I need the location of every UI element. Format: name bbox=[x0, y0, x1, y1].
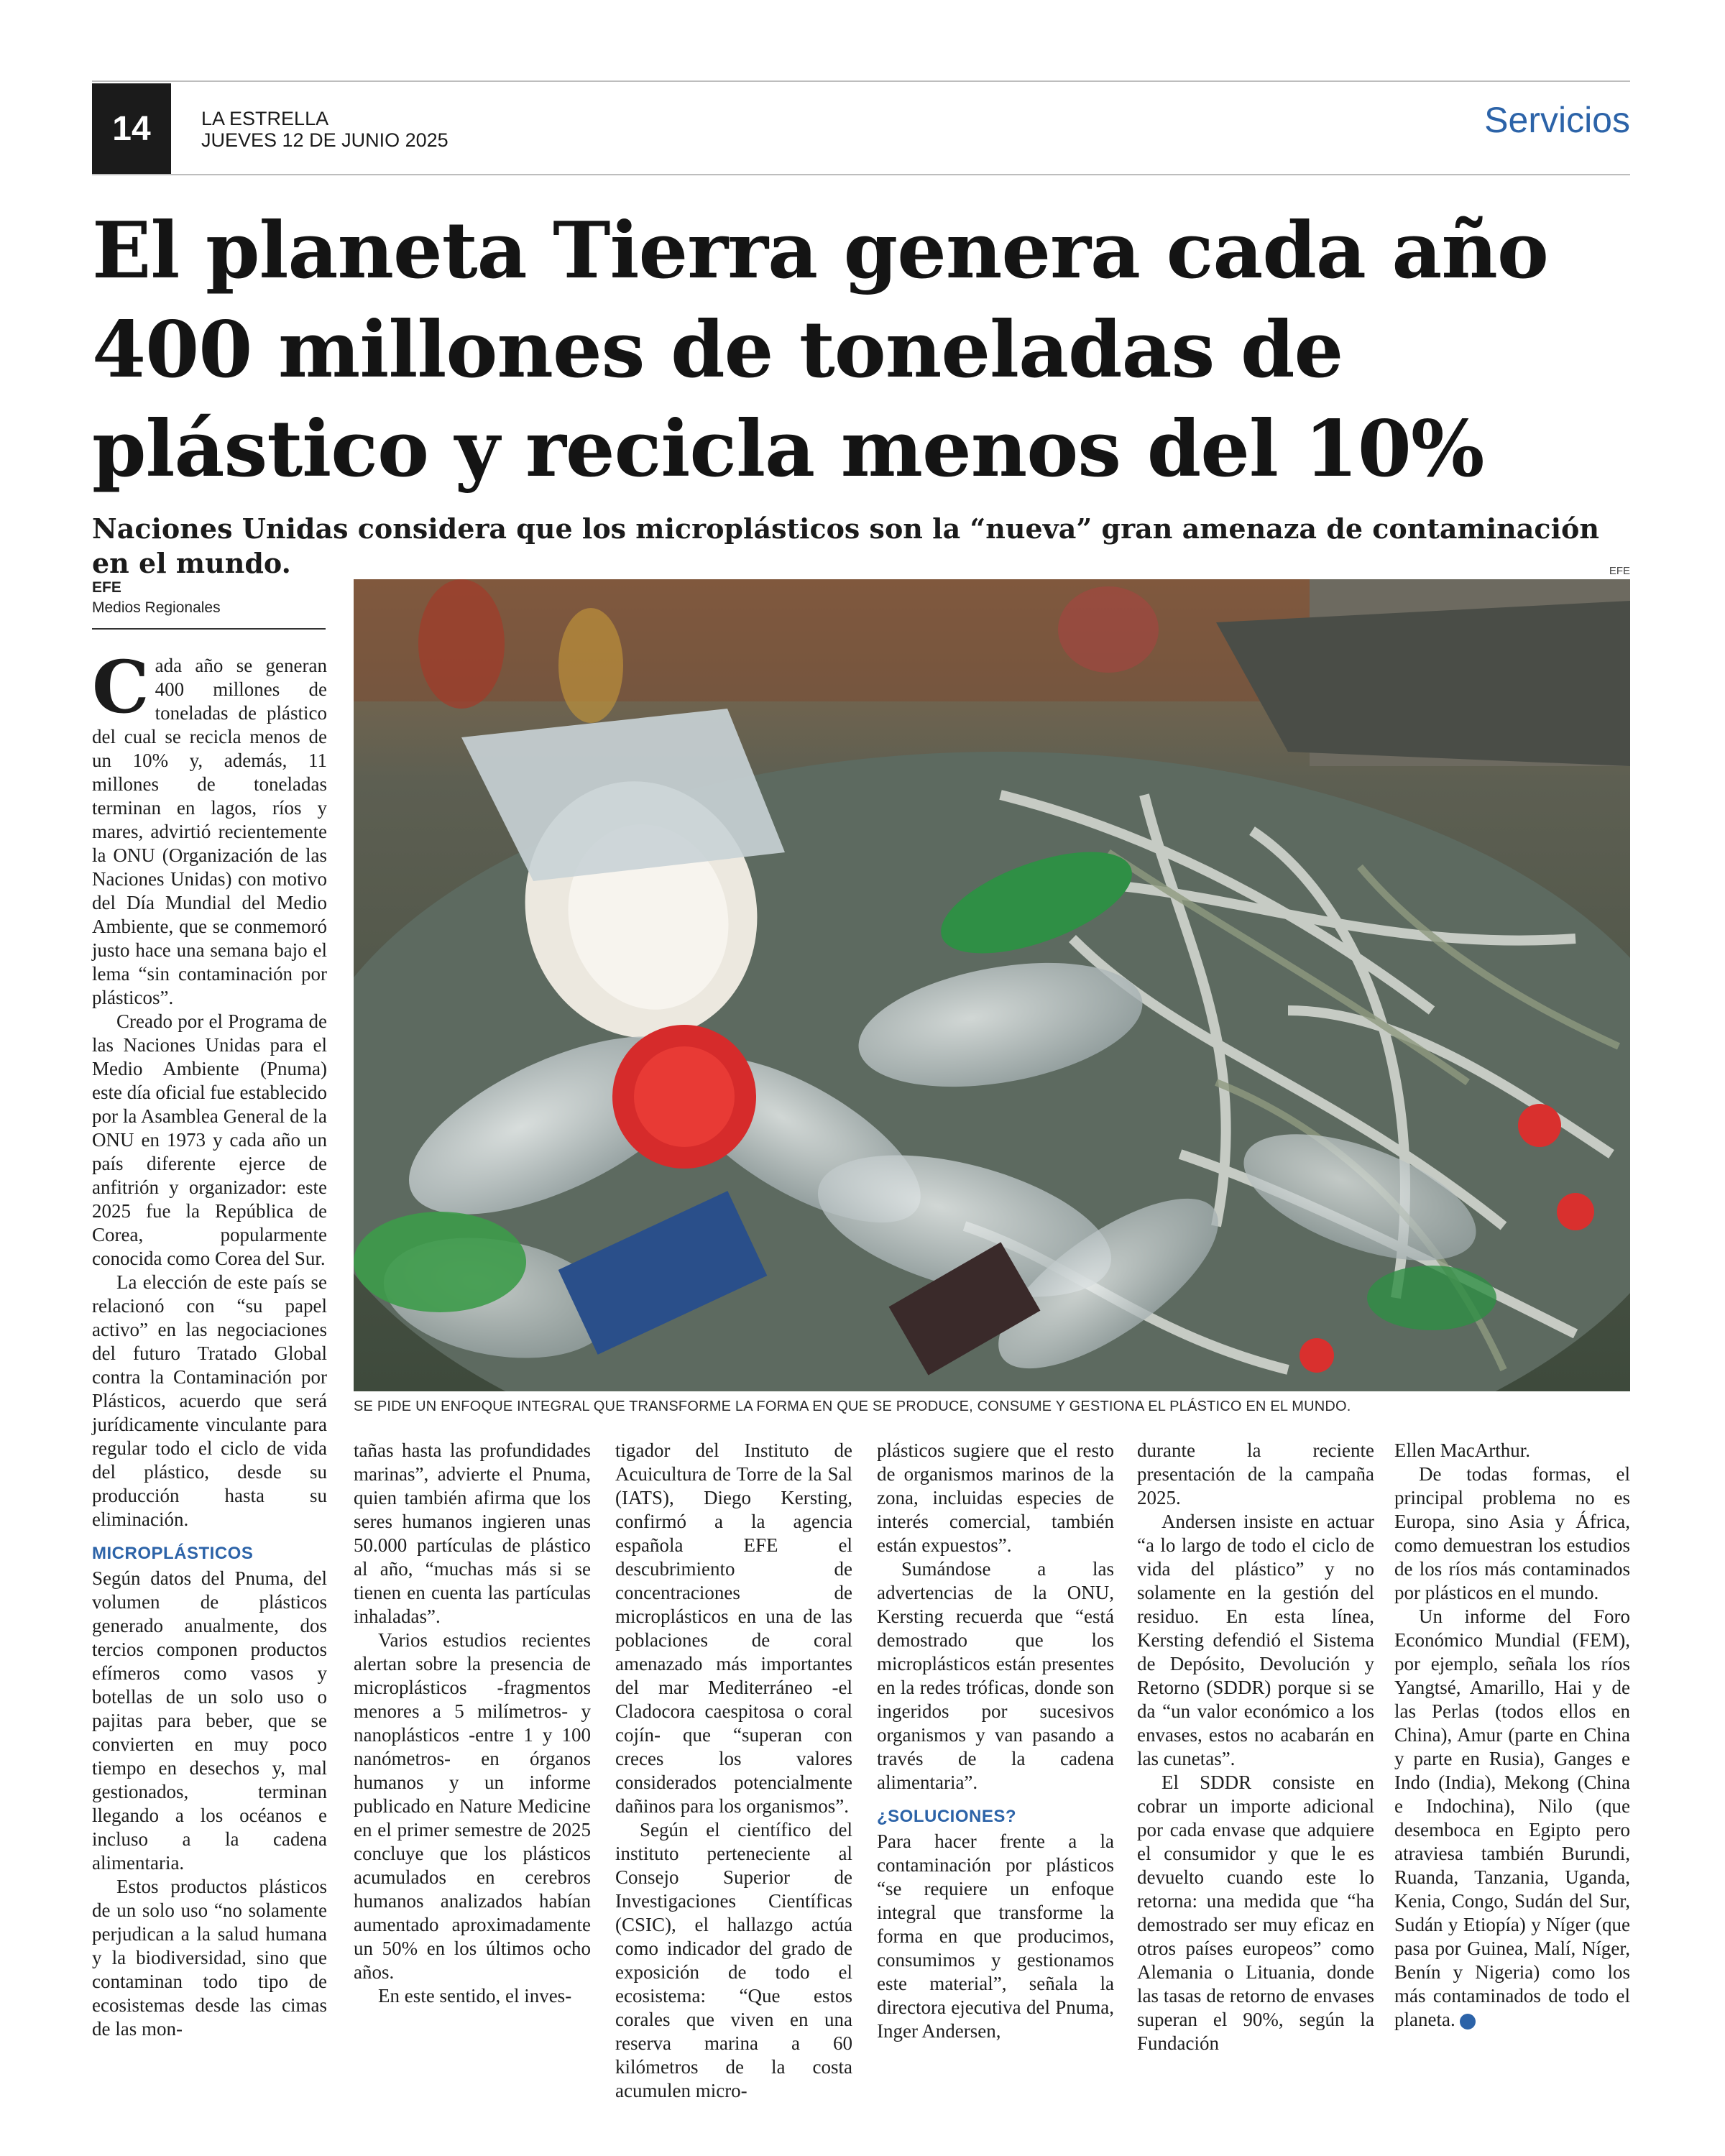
paragraph: En este sentido, el inves- bbox=[378, 1985, 572, 2007]
paragraph bbox=[1394, 1605, 1630, 2032]
column-4 bbox=[877, 1439, 1114, 2043]
paragraph: El SDDR consiste en cobrar un importe adicional por cada envase que adquiere el consumidor y que le es devuelto cuando este lo retorna: una medida que “ha demostrado ser muy eficaz en otros países europeos” como Alemania o Lituania, donde las tasas de retorno de envases superan el 90%, según la Fundación bbox=[1137, 1772, 1374, 2054]
byline-outlet: Medios Regionales bbox=[92, 599, 221, 616]
paragraph: durante la reciente presentación de la campaña 2025. bbox=[1137, 1439, 1374, 1508]
photo-illustration bbox=[354, 579, 1630, 1391]
masthead bbox=[201, 108, 448, 151]
newspaper-name: LA ESTRELLA bbox=[201, 108, 329, 129]
issue-date: JUEVES 12 DE JUNIO 2025 bbox=[201, 129, 448, 151]
article-subheadline: Naciones Unidas considera que los microplásticos son la “nueva” gran amenaza de contaminación en el mundo. bbox=[92, 512, 1599, 579]
column-3 bbox=[615, 1439, 852, 2103]
section-title: Servicios bbox=[1484, 100, 1630, 140]
photo-credit: EFE bbox=[1609, 565, 1630, 577]
byline-agency: EFE bbox=[92, 579, 121, 596]
header-bottom-rule bbox=[92, 174, 1630, 175]
header-top-rule bbox=[92, 80, 1630, 82]
paragraph: Según el científico del instituto perteneciente al Consejo Superior de Investigaciones Científicas (CSIC), el hallazgo actúa como indicador del grado de exposición de todo el ecosistema: “Que estos corales que viven en una reserva marina a 60 kilómetros de la costa acumulen micro- bbox=[615, 1819, 852, 2101]
column-6 bbox=[1394, 1439, 1630, 2032]
paragraph: Según datos del Pnuma, del volumen de plásticos generado anualmente, dos tercios componen productos efímeros como vasos y botellas de un solo uso o pajitas para beber, que se convierten en muy poco tiempo en desechos y, mal gestionados, terminan llegando a los océanos e incluso a la cadena alimentaria. bbox=[92, 1567, 327, 1874]
subheading-microplasticos: MICROPLÁSTICOS bbox=[92, 1544, 254, 1563]
paragraph: tañas hasta las profundidades marinas”, advierte el Pnuma, quien también afirma que los seres humanos ingieren unas 50.000 partículas de plástico al año, “muchas más si se tienen en cuenta las partículas inhaladas”. bbox=[354, 1439, 591, 1627]
paragraph: Estos productos plásticos de un solo uso “no solamente perjudican a la salud humana y la biodiversidad, sino que contaminan todo tipo de ecosistemas desde las cimas de las mon- bbox=[92, 1876, 327, 2040]
plastic-waste-photo bbox=[354, 579, 1630, 1391]
subheading-soluciones: ¿SOLUCIONES? bbox=[877, 1807, 1017, 1826]
column-5 bbox=[1137, 1439, 1374, 2055]
paragraph: tigador del Instituto de Acuicultura de Torre de la Sal (IATS), Diego Kersting, confirmó a la agencia española EFE el descubrimiento de concentraciones de microplásticos en una de las poblaciones de coral amenazado más importantes del mar Mediterráneo -el Cladocora caespitosa o coral cojín- que “superan con creces los valores considerados potencialmente dañinos para los organismos”. bbox=[615, 1439, 852, 1817]
paragraph: Sumándose a las advertencias de la ONU, Kersting recuerda que “está demostrado que los microplásticos están presentes en la redes tróficas, donde son ingeridos por sucesivos organismos y van pasando a través de la cadena alimentaria”. bbox=[877, 1558, 1114, 1793]
photo-caption: SE PIDE UN ENFOQUE INTEGRAL QUE TRANSFORME LA FORMA EN QUE SE PRODUCE, CONSUME Y GESTIONA EL PLÁSTICO EN EL MUNDO. bbox=[354, 1399, 1351, 1414]
paragraph: Ellen MacArthur. bbox=[1394, 1439, 1530, 1461]
paragraph: Para hacer frente a la contaminación por plásticos “se requiere un enfoque integral que transforme la forma en que producimos, consumimos y gestionamos este material”, señala la directora ejecutiva del Pnuma, Inger Andersen, bbox=[877, 1830, 1114, 2042]
paragraph bbox=[92, 645, 327, 1010]
paragraph: De todas formas, el principal problema no es Europa, sino Asia y África, como demuestran los estudios de los ríos más contaminados por plásticos en el mundo. bbox=[1394, 1463, 1630, 1603]
page-number: 14 bbox=[92, 83, 171, 174]
paragraph: plásticos sugiere que el resto de organismos marinos de la zona, incluidas especies de interés comercial, también están expuestos”. bbox=[877, 1439, 1114, 1556]
byline-rule bbox=[92, 628, 326, 630]
column-1 bbox=[92, 645, 327, 2041]
paragraph-text: ada año se generan 400 millones de toneladas de plástico del cual se recicla menos de un 10% y, además, 11 millones de toneladas terminan en lagos, ríos y mares, advirtió recientemente la ONU (Organización de las Naciones Unidas) con motivo del Día Mundial del Medio Ambiente, que se conmemoró justo hace una semana bajo el lema “sin contaminación por plásticos”. bbox=[92, 655, 327, 1008]
paragraph: La elección de este país se relacionó con “su papel activo” en las negociaciones del futuro Tratado Global contra la Contaminación por Plásticos, acuerdo que será jurídicamente vinculante para regular todo el ciclo de vida del plástico, desde su producción hasta su eliminación. bbox=[92, 1271, 327, 1530]
end-of-article-icon: ✿ bbox=[1460, 2014, 1476, 2030]
byline bbox=[92, 578, 221, 618]
article-headline: El planeta Tierra genera cada año 400 millones de toneladas de plástico y recicla menos del 10% bbox=[92, 206, 1548, 494]
drop-cap: C bbox=[92, 645, 150, 729]
paragraph: Varios estudios recientes alertan sobre la presencia de microplásticos -fragmentos menores a 5 milímetros- y nanoplásticos -entre 1 y 100 nanómetros- en órganos humanos y un informe publicado en Nature Medicine en el primer semestre de 2025 concluye que los plásticos acumulados en cerebros humanos analizados habían aumentado aproximadamente un 50% en los últimos ocho años. bbox=[354, 1629, 591, 1983]
paragraph: Andersen insiste en actuar “a lo largo de todo el ciclo de vida del plástico” y no solamente en la gestión del residuo. En esta línea, Kersting defendió el Sistema de Depósito, Devolución y Retorno (SDDR) porque si se da “un valor económico a los envases, estos no acabarán en las cunetas”. bbox=[1137, 1511, 1374, 1769]
paragraph: Creado por el Programa de las Naciones Unidas para el Medio Ambiente (Pnuma) este día oficial fue establecido por la Asamblea General de la ONU en 1973 y cada año un país diferente ejerce de anfitrión y organizador: este 2025 fue la República de Corea, popularmente conocida como Corea del Sur. bbox=[92, 1010, 327, 1269]
paragraph-text: Un informe del Foro Económico Mundial (FEM), por ejemplo, señala los ríos Yangtsé, Amarillo, Hai y de las Perlas (todos ellos en China), Amur (parte en China y parte en Rusia), Ganges e Indo (India), Mekong (China e Indochina), Nilo (que desemboca en Egipto pero atraviesa también Burundi, Ruanda, Tanzania, Uganda, Kenia, Congo, Sudán del Sur, Sudán y Etiopía) y Níger (que pasa por Guinea, Malí, Níger, Benín y Nigeria) como los más contaminados de todo el planeta. bbox=[1394, 1606, 1630, 2030]
column-2 bbox=[354, 1439, 591, 2008]
